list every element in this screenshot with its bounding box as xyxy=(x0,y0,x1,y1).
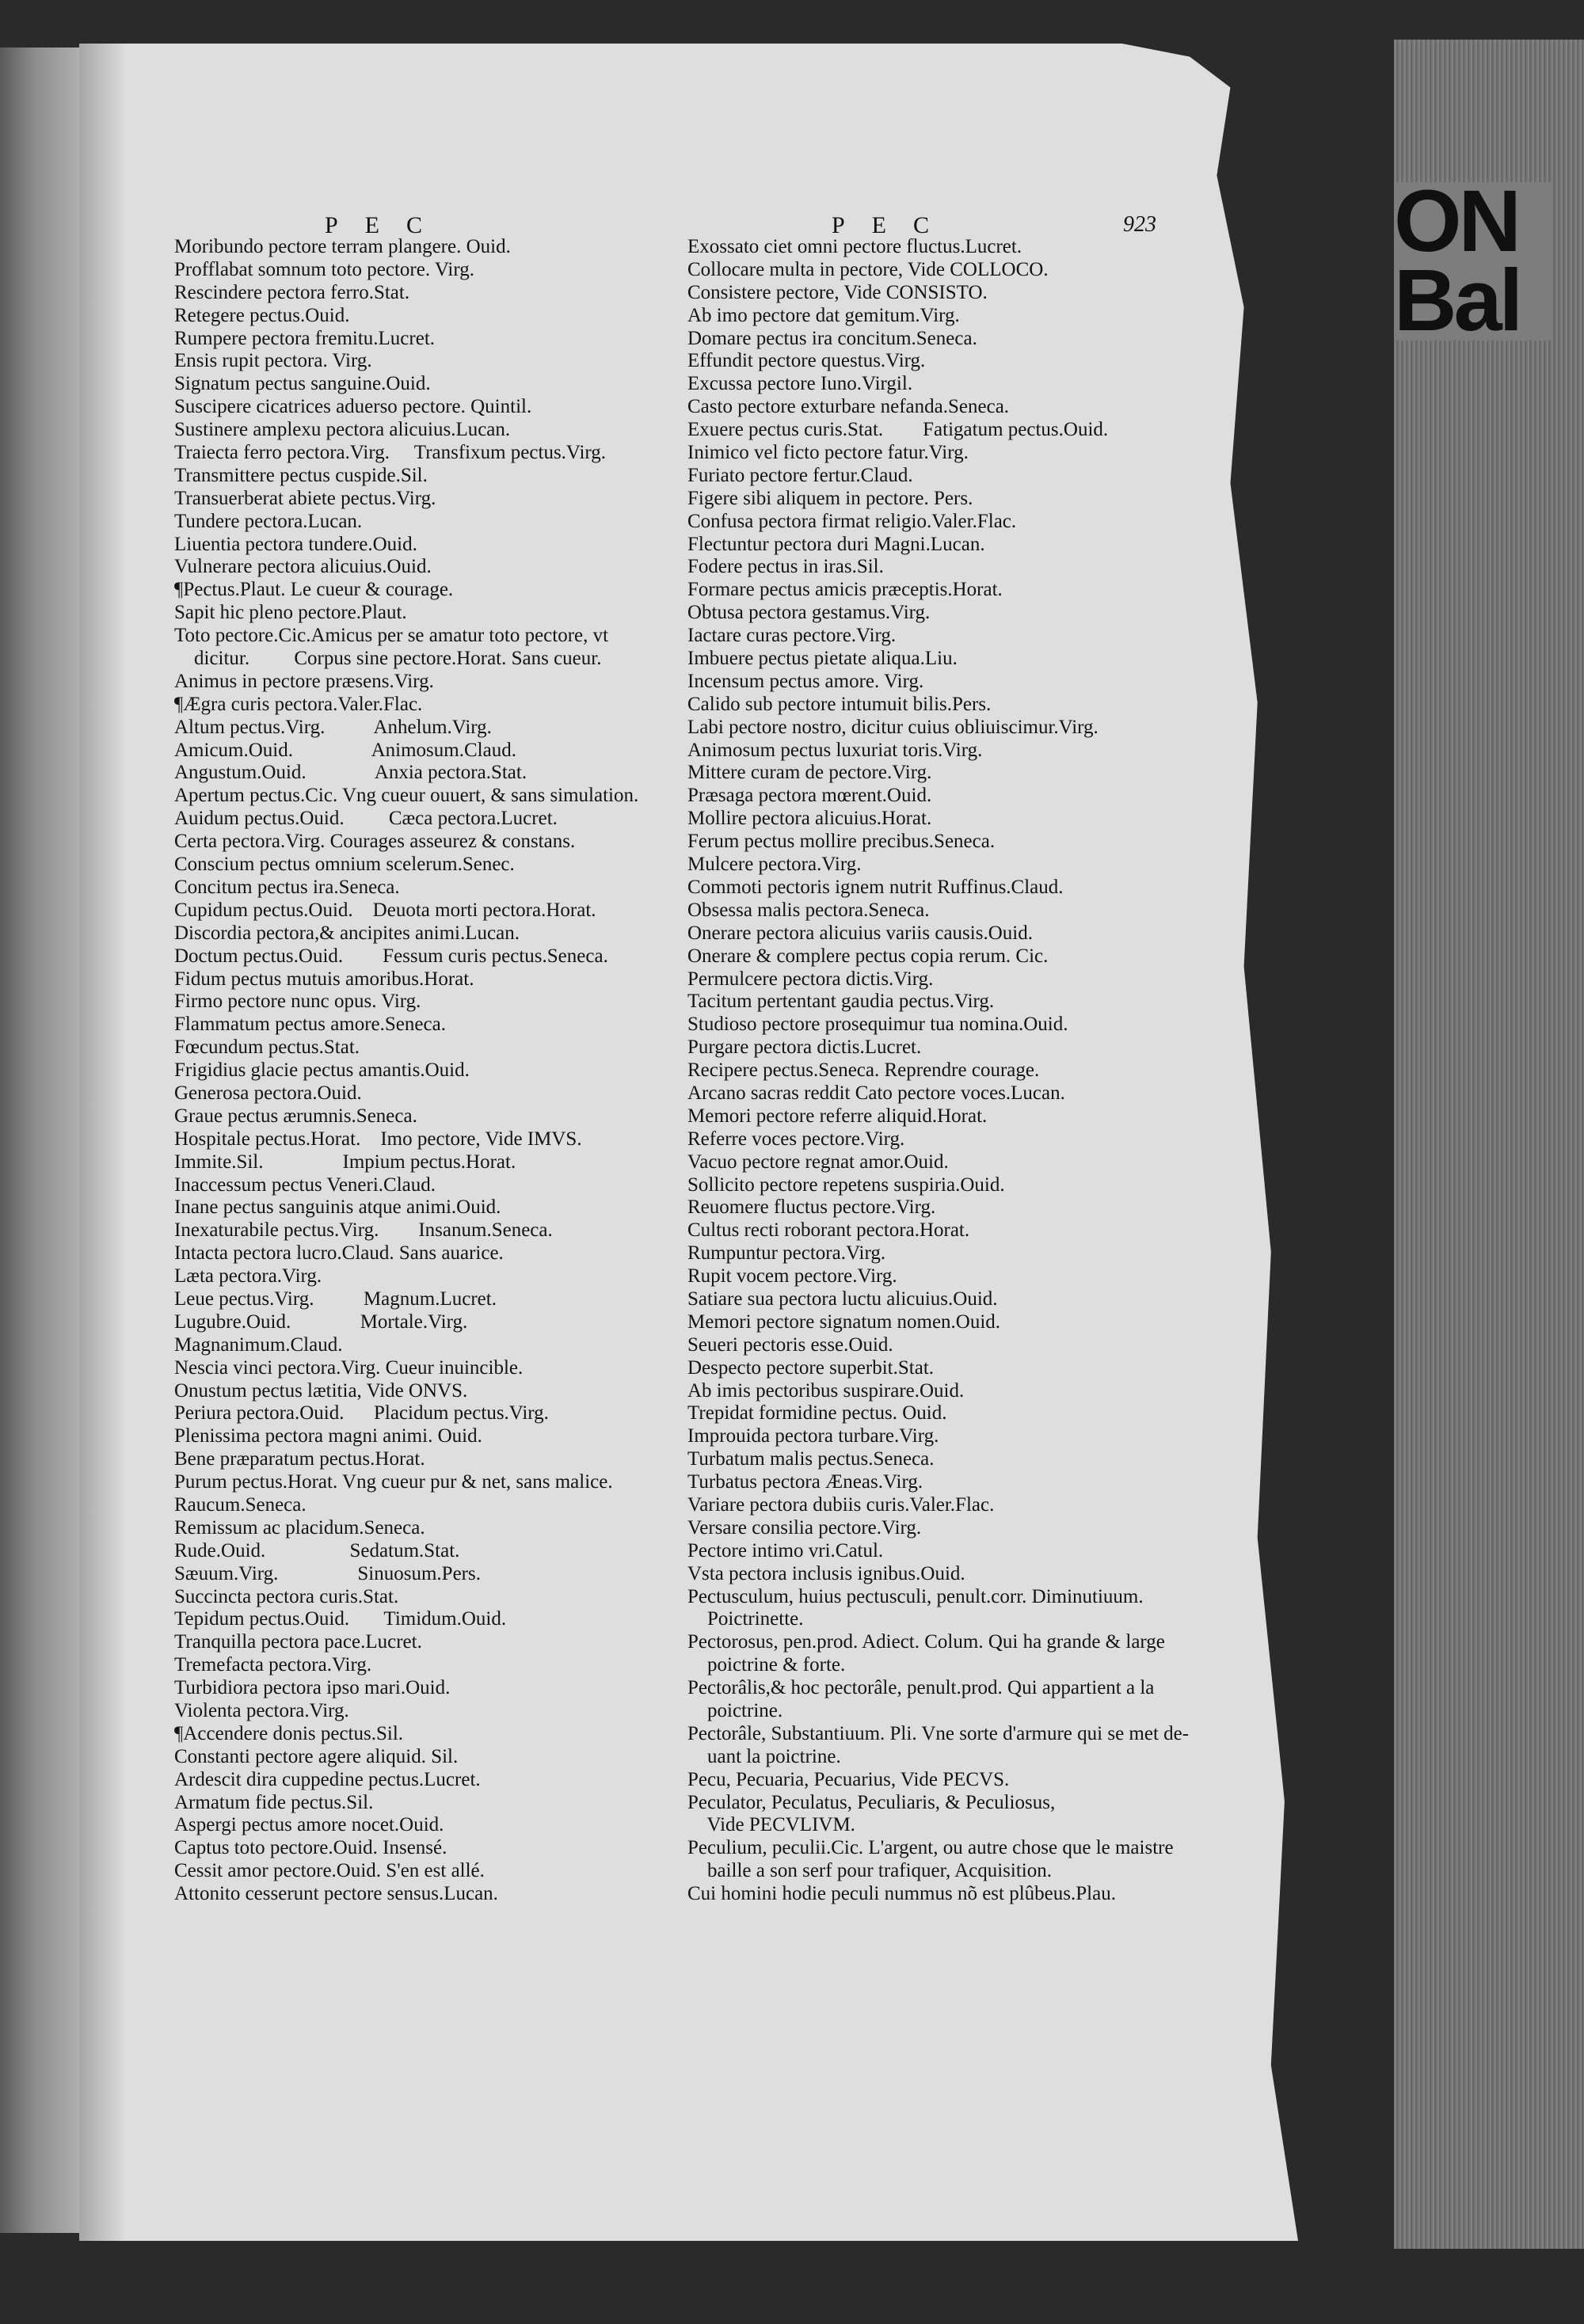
dictionary-line: Animus in pectore præsens.Virg. xyxy=(174,670,434,692)
running-head-right: PEC xyxy=(832,212,957,238)
dictionary-line: Generosa pectora.Ouid. xyxy=(174,1082,362,1104)
dictionary-line: Læta pectora.Virg. xyxy=(174,1265,322,1288)
dictionary-line: Casto pectore exturbare nefanda.Seneca. xyxy=(687,396,1010,418)
dictionary-line: Flammatum pectus amore.Seneca. xyxy=(174,1014,446,1036)
dictionary-line: Studioso pectore prosequimur tua nomina.Ouid. xyxy=(687,1014,1068,1036)
dictionary-line: Trepidat formidine pectus. Ouid. xyxy=(687,1402,947,1424)
dictionary-line: Calido sub pectore intumuit bilis.Pers. xyxy=(687,693,992,715)
dictionary-line: Leue pectus.Virg. Magnum.Lucret. xyxy=(174,1288,497,1310)
dictionary-line: Sæuum.Virg. Sinuosum.Pers. xyxy=(174,1562,481,1584)
dictionary-line: Auidum pectus.Ouid. Cæca pectora.Lucret. xyxy=(174,808,558,830)
dictionary-line: Bene præparatum pectus.Horat. xyxy=(174,1448,425,1470)
dictionary-line: Inane pectus sanguinis atque animi.Ouid. xyxy=(174,1196,501,1219)
dictionary-line: Graue pectus ærumnis.Seneca. xyxy=(174,1105,417,1127)
dictionary-line: Amicum.Ouid. Animosum.Claud. xyxy=(174,739,516,761)
dictionary-line: Turbidiora pectora ipso mari.Ouid. xyxy=(174,1677,451,1699)
dictionary-line: Armatum fide pectus.Sil. xyxy=(174,1791,374,1813)
dictionary-line: dicitur. Corpus sine pectore.Horat. Sans cueur. xyxy=(174,648,602,670)
dictionary-line: Vide PECVLIVM. xyxy=(687,1814,855,1836)
dictionary-line: Furiato pectore fertur.Claud. xyxy=(687,464,913,486)
dictionary-line: Aspergi pectus amore nocet.Ouid. xyxy=(174,1814,444,1836)
dictionary-line: Præsaga pectora mœrent.Ouid. xyxy=(687,785,932,807)
dictionary-line: Tremefacta pectora.Virg. xyxy=(174,1654,372,1676)
dictionary-line: Excussa pectore Iuno.Virgil. xyxy=(687,373,913,395)
dictionary-line: Magnanimum.Claud. xyxy=(174,1333,343,1356)
dictionary-line: Imbuere pectus pietate aliqua.Liu. xyxy=(687,648,958,670)
dictionary-line: Nescia vinci pectora.Virg. Cueur inuincible. xyxy=(174,1356,524,1379)
dictionary-line: Ensis rupit pectora. Virg. xyxy=(174,350,372,372)
dictionary-line: Cui homini hodie peculi nummus nõ est plûbeus.Plau. xyxy=(687,1883,1116,1905)
dictionary-line: Cultus recti roborant pectora.Horat. xyxy=(687,1219,970,1242)
dictionary-line: Versare consilia pectore.Virg. xyxy=(687,1516,922,1539)
dictionary-line: Peculator, Peculatus, Peculiaris, & Peculiosus, xyxy=(687,1791,1056,1813)
dictionary-line: Tacitum pertentant gaudia pectus.Virg. xyxy=(687,991,995,1013)
dictionary-line: Onustum pectus lætitia, Vide ONVS. xyxy=(174,1379,468,1402)
dictionary-line: Attonito cesserunt pectore sensus.Lucan. xyxy=(174,1883,498,1905)
dictionary-line: Raucum.Seneca. xyxy=(174,1493,307,1516)
dictionary-line: ¶Ægra curis pectora.Valer.Flac. xyxy=(174,693,423,715)
dictionary-line: ¶Pectus.Plaut. Le cueur & courage. xyxy=(174,579,454,601)
dictionary-line: Mollire pectora alicuius.Horat. xyxy=(687,808,932,830)
dictionary-line: Rupit vocem pectore.Virg. xyxy=(687,1265,897,1288)
dictionary-line: Ferum pectus mollire precibus.Seneca. xyxy=(687,831,996,853)
dictionary-line: Rude.Ouid. Sedatum.Stat. xyxy=(174,1539,460,1561)
thumb-index-tab xyxy=(1394,182,1552,340)
dictionary-line: Toto pectore.Cic.Amicus per se amatur toto pectore, vt xyxy=(174,625,609,647)
dictionary-line: Exuere pectus curis.Stat. Fatigatum pectus.Ouid. xyxy=(687,419,1109,441)
dictionary-line: Periura pectora.Ouid. Placidum pectus.Virg. xyxy=(174,1402,549,1424)
dictionary-line: Permulcere pectora dictis.Virg. xyxy=(687,968,934,990)
dictionary-line: Effundit pectore questus.Virg. xyxy=(687,350,926,372)
dictionary-line: Tundere pectora.Lucan. xyxy=(174,510,363,532)
thumb-index-label: ON Bal xyxy=(1394,182,1521,340)
dictionary-line: Profflabat somnum toto pectore. Virg. xyxy=(174,258,475,280)
dictionary-line: Mittere curam de pectore.Virg. xyxy=(687,762,932,784)
dictionary-line: Inexaturabile pectus.Virg. Insanum.Seneca. xyxy=(174,1219,553,1242)
left-column xyxy=(174,236,649,1906)
dictionary-line: Arcano sacras reddit Cato pectore voces.Lucan. xyxy=(687,1082,1065,1104)
dictionary-line: Poictrinette. xyxy=(687,1608,804,1630)
dictionary-line: Sustinere amplexu pectora alicuius.Lucan. xyxy=(174,419,511,441)
dictionary-line: ¶Accendere donis pectus.Sil. xyxy=(174,1722,404,1744)
dictionary-line: Formare pectus amicis præceptis.Horat. xyxy=(687,579,1003,601)
dictionary-line: Onerare pectora alicuius variis causis.Ouid. xyxy=(687,922,1033,944)
dictionary-line: Doctum pectus.Ouid. Fessum curis pectus.Seneca. xyxy=(174,945,608,967)
dictionary-line: Apertum pectus.Cic. Vng cueur ouuert, & sans simulation. xyxy=(174,785,639,807)
dictionary-line: uant la poictrine. xyxy=(687,1745,841,1767)
dictionary-line: poictrine & forte. xyxy=(687,1654,846,1676)
dictionary-line: Recipere pectus.Seneca. Reprendre courage. xyxy=(687,1059,1040,1082)
dictionary-line: Angustum.Ouid. Anxia pectora.Stat. xyxy=(174,762,527,784)
dictionary-line: Ab imis pectoribus suspirare.Ouid. xyxy=(687,1379,965,1402)
dictionary-line: Inimico vel ficto pectore fatur.Virg. xyxy=(687,442,969,464)
dictionary-line: Turbatus pectora Æneas.Virg. xyxy=(687,1471,923,1493)
dictionary-line: Purgare pectora dictis.Lucret. xyxy=(687,1036,922,1059)
running-head-left: PEC xyxy=(325,212,450,238)
dictionary-line: Concitum pectus ira.Seneca. xyxy=(174,876,400,898)
dictionary-line: Tranquilla pectora pace.Lucret. xyxy=(174,1631,422,1653)
dictionary-line: Immite.Sil. Impium pectus.Horat. xyxy=(174,1151,516,1173)
dictionary-line: Collocare multa in pectore, Vide COLLOCO. xyxy=(687,258,1049,280)
right-column xyxy=(687,236,1190,1906)
dictionary-line: Obtusa pectora gestamus.Virg. xyxy=(687,602,931,624)
dictionary-line: Intacta pectora lucro.Claud. Sans auarice. xyxy=(174,1242,504,1265)
dictionary-line: Commoti pectoris ignem nutrit Ruffinus.Claud. xyxy=(687,876,1064,898)
dictionary-line: Plenissima pectora magni animi. Ouid. xyxy=(174,1425,482,1447)
dictionary-line: Suscipere cicatrices aduerso pectore. Quintil. xyxy=(174,396,532,418)
dictionary-line: Transmittere pectus cuspide.Sil. xyxy=(174,464,428,486)
dictionary-line: Conscium pectus omnium scelerum.Senec. xyxy=(174,854,515,876)
dictionary-line: Reuomere fluctus pectore.Virg. xyxy=(687,1196,936,1219)
dictionary-line: Firmo pectore nunc opus. Virg. xyxy=(174,991,421,1013)
dictionary-line: Fœcundum pectus.Stat. xyxy=(174,1036,360,1059)
dictionary-line: Incensum pectus amore. Virg. xyxy=(687,670,924,692)
dictionary-line: Fodere pectus in iras.Sil. xyxy=(687,556,884,578)
dictionary-line: Discordia pectora,& ancipites animi.Lucan. xyxy=(174,922,520,944)
dictionary-line: Cessit amor pectore.Ouid. S'en est allé. xyxy=(174,1860,485,1882)
dictionary-line: baille a son serf pour trafiquer, Acquisition. xyxy=(687,1860,1052,1882)
dictionary-line: Vacuo pectore regnat amor.Ouid. xyxy=(687,1151,949,1173)
dictionary-line: Captus toto pectore.Ouid. Insensé. xyxy=(174,1837,447,1859)
dictionary-line: Signatum pectus sanguine.Ouid. xyxy=(174,373,431,395)
dictionary-line: Flectuntur pectora duri Magni.Lucan. xyxy=(687,533,985,555)
dictionary-line: poictrine. xyxy=(687,1700,783,1721)
dictionary-line: Obsessa malis pectora.Seneca. xyxy=(687,899,930,921)
book-fore-edge xyxy=(1394,40,1584,2249)
dictionary-line: Pectorosus, pen.prod. Adiect. Colum. Qui ha grande & large xyxy=(687,1631,1165,1653)
dictionary-line: Exossato ciet omni pectore fluctus.Lucret. xyxy=(687,236,1022,257)
dictionary-line: Animosum pectus luxuriat toris.Virg. xyxy=(687,739,983,761)
dictionary-line: Peculium, peculii.Cic. L'argent, ou autre chose que le maistre xyxy=(687,1837,1174,1859)
previous-page-edge xyxy=(0,48,87,2233)
page-gutter-shadow xyxy=(79,44,127,2241)
dictionary-line: Traiecta ferro pectora.Virg. Transfixum pectus.Virg. xyxy=(174,442,607,464)
dictionary-line: Iactare curas pectore.Virg. xyxy=(687,625,897,647)
dictionary-line: Frigidius glacie pectus amantis.Ouid. xyxy=(174,1059,470,1082)
dictionary-line: Memori pectore signatum nomen.Ouid. xyxy=(687,1310,1001,1333)
dictionary-line: Liuentia pectora tundere.Ouid. xyxy=(174,533,417,555)
dictionary-line: Pectorâle, Substantiuum. Pli. Vne sorte d'armure qui se met de- xyxy=(687,1722,1190,1744)
dictionary-line: Vulnerare pectora alicuius.Ouid. xyxy=(174,556,432,578)
dictionary-line: Improuida pectora turbare.Virg. xyxy=(687,1425,939,1447)
dictionary-line: Retegere pectus.Ouid. xyxy=(174,304,350,326)
dictionary-line: Rumpuntur pectora.Virg. xyxy=(687,1242,886,1265)
dictionary-line: Succincta pectora curis.Stat. xyxy=(174,1585,399,1607)
dictionary-line: Tepidum pectus.Ouid. Timidum.Ouid. xyxy=(174,1608,507,1630)
dictionary-line: Ardescit dira cuppedine pectus.Lucret. xyxy=(174,1768,481,1790)
dictionary-line: Inaccessum pectus Veneri.Claud. xyxy=(174,1173,436,1196)
dictionary-line: Rumpere pectora fremitu.Lucret. xyxy=(174,327,436,349)
dictionary-line: Sollicito pectore repetens suspiria.Ouid. xyxy=(687,1173,1005,1196)
dictionary-line: Satiare sua pectora luctu alicuius.Ouid. xyxy=(687,1288,998,1310)
dictionary-line: Confusa pectora firmat religio.Valer.Flac. xyxy=(687,510,1017,532)
dictionary-line: Hospitale pectus.Horat. Imo pectore, Vide IMVS. xyxy=(174,1128,582,1150)
dictionary-line: Mulcere pectora.Virg. xyxy=(687,854,862,876)
dictionary-line: Sapit hic pleno pectore.Plaut. xyxy=(174,602,407,624)
dictionary-line: Pectusculum, huius pectusculi, penult.corr. Diminutiuum. xyxy=(687,1585,1144,1607)
dictionary-line: Domare pectus ira concitum.Seneca. xyxy=(687,327,977,349)
dictionary-line: Cupidum pectus.Ouid. Deuota morti pectora.Horat. xyxy=(174,899,596,921)
dictionary-line: Seueri pectoris esse.Ouid. xyxy=(687,1333,893,1356)
dictionary-line: Labi pectore nostro, dicitur cuius obliuiscimur.Virg. xyxy=(687,716,1099,738)
dictionary-line: Pectore intimo vri.Catul. xyxy=(687,1539,884,1561)
dictionary-line: Constanti pectore agere aliquid. Sil. xyxy=(174,1745,459,1767)
dictionary-line: Memori pectore referre aliquid.Horat. xyxy=(687,1105,988,1127)
dictionary-line: Turbatum malis pectus.Seneca. xyxy=(687,1448,935,1470)
dictionary-line: Consistere pectore, Vide CONSISTO. xyxy=(687,281,988,303)
page-number: 923 xyxy=(1123,212,1156,237)
dictionary-line: Moribundo pectore terram plangere. Ouid. xyxy=(174,236,511,257)
dictionary-line: Vsta pectora inclusis ignibus.Ouid. xyxy=(687,1562,965,1584)
dictionary-line: Transuerberat abiete pectus.Virg. xyxy=(174,487,436,509)
dictionary-line: Variare pectora dubiis curis.Valer.Flac. xyxy=(687,1493,995,1516)
dictionary-line: Pecu, Pecuaria, Pecuarius, Vide PECVS. xyxy=(687,1768,1010,1790)
dictionary-line: Despecto pectore superbit.Stat. xyxy=(687,1356,935,1379)
dictionary-line: Lugubre.Ouid. Mortale.Virg. xyxy=(174,1310,468,1333)
dictionary-line: Certa pectora.Virg. Courages asseurez & constans. xyxy=(174,831,576,853)
dictionary-line: Ab imo pectore dat gemitum.Virg. xyxy=(687,304,960,326)
dictionary-line: Remissum ac placidum.Seneca. xyxy=(174,1516,425,1539)
dictionary-line: Rescindere pectora ferro.Stat. xyxy=(174,281,410,303)
dictionary-line: Altum pectus.Virg. Anhelum.Virg. xyxy=(174,716,492,738)
dictionary-line: Referre voces pectore.Virg. xyxy=(687,1128,905,1150)
dictionary-line: Figere sibi aliquem in pectore. Pers. xyxy=(687,487,973,509)
dictionary-line: Onerare & complere pectus copia rerum. Cic. xyxy=(687,945,1049,967)
dictionary-line: Purum pectus.Horat. Vng cueur pur & net, sans malice. xyxy=(174,1471,613,1493)
dictionary-line: Violenta pectora.Virg. xyxy=(174,1700,349,1721)
dictionary-line: Fidum pectus mutuis amoribus.Horat. xyxy=(174,968,474,990)
dictionary-line: Pectorâlis,& hoc pectorâle, penult.prod. Qui appartient a la xyxy=(687,1677,1155,1699)
